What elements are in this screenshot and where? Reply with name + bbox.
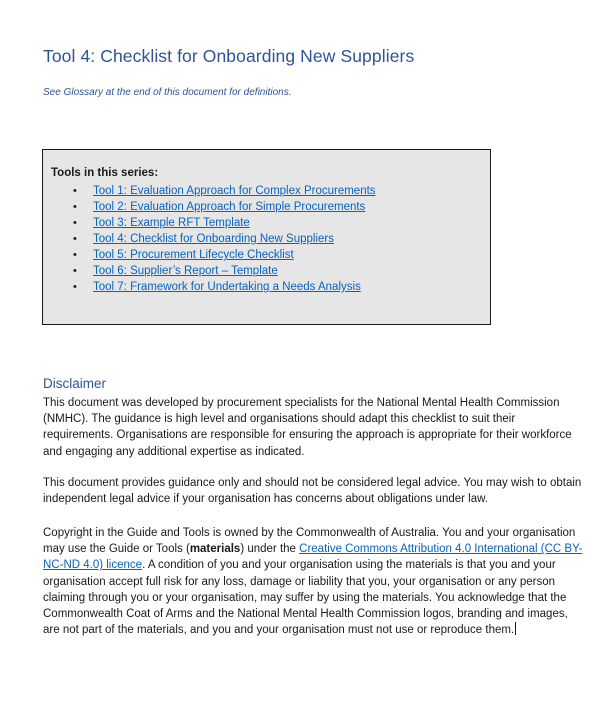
disclaimer-paragraph-1: This document was developed by procurement specialists for the National Mental Health Commission (NMHC). The guidance is high level and organisations should adapt this checklist to suit their requirements. Organisations are responsible for ensuring the approach is appropriate for their workforce and engaging any additional expertise as indicated. xyxy=(43,397,572,458)
copyright-text-3: . A condition of you and your organisation using the materials is that you and your organisation accept full risk for any loss, damage or liability that you, your organisation or any person claiming through you or your organisation, may suffer by using the materials. You acknowledge that the Commonwealth Coat of Arms and the National Mental Health Commission logos, branding and images, are not part of the materials, and you and your organisation must not use or reproduce them. xyxy=(43,559,568,637)
page-title: Tool 4: Checklist for Onboarding New Suppliers xyxy=(43,46,415,66)
tools-heading: Tools in this series: xyxy=(51,167,159,179)
copyright-text-2: ) under the xyxy=(240,543,300,556)
tool-4-link[interactable]: Tool 4: Checklist for Onboarding New Suppliers xyxy=(93,233,334,245)
tool-2-link[interactable]: Tool 2: Evaluation Approach for Simple Procurements xyxy=(93,201,366,213)
disclaimer-paragraph-2: This document provides guidance only and should not be considered legal advice. You may wish to obtain independent legal advice if your organisation has concerns about obligations under law. xyxy=(43,477,582,506)
copyright-paragraph xyxy=(43,525,583,638)
text-cursor xyxy=(515,622,516,635)
bullet-icon: • xyxy=(73,233,77,245)
copyright-text-1: Copyright in the Guide and Tools is owned by the Commonwealth of Australia. You and your organisation may use the Guide or Tools ( xyxy=(43,527,576,556)
tool-1-link[interactable]: Tool 1: Evaluation Approach for Complex Procurements xyxy=(93,185,376,197)
tool-5-link[interactable]: Tool 5: Procurement Lifecycle Checklist xyxy=(93,249,294,261)
bullet-icon: • xyxy=(73,201,77,213)
tool-7-link[interactable]: Tool 7: Framework for Undertaking a Needs Analysis xyxy=(93,281,361,293)
materials-term: materials xyxy=(189,543,241,556)
bullet-icon: • xyxy=(73,249,77,261)
bullet-icon: • xyxy=(73,265,77,277)
tool-6-link[interactable]: Tool 6: Supplier’s Report – Template xyxy=(93,265,278,277)
tools-series-box xyxy=(42,149,491,325)
bullet-icon: • xyxy=(73,217,77,229)
licence-link[interactable]: Creative Commons Attribution 4.0 International (CC BY-NC-ND 4.0) licence xyxy=(43,543,583,572)
disclaimer-heading: Disclaimer xyxy=(43,376,107,391)
bullet-icon: • xyxy=(73,281,77,293)
bullet-icon: • xyxy=(73,185,77,197)
tool-3-link[interactable]: Tool 3: Example RFT Template xyxy=(93,217,250,229)
glossary-note: See Glossary at the end of this document for definitions. xyxy=(43,87,292,98)
